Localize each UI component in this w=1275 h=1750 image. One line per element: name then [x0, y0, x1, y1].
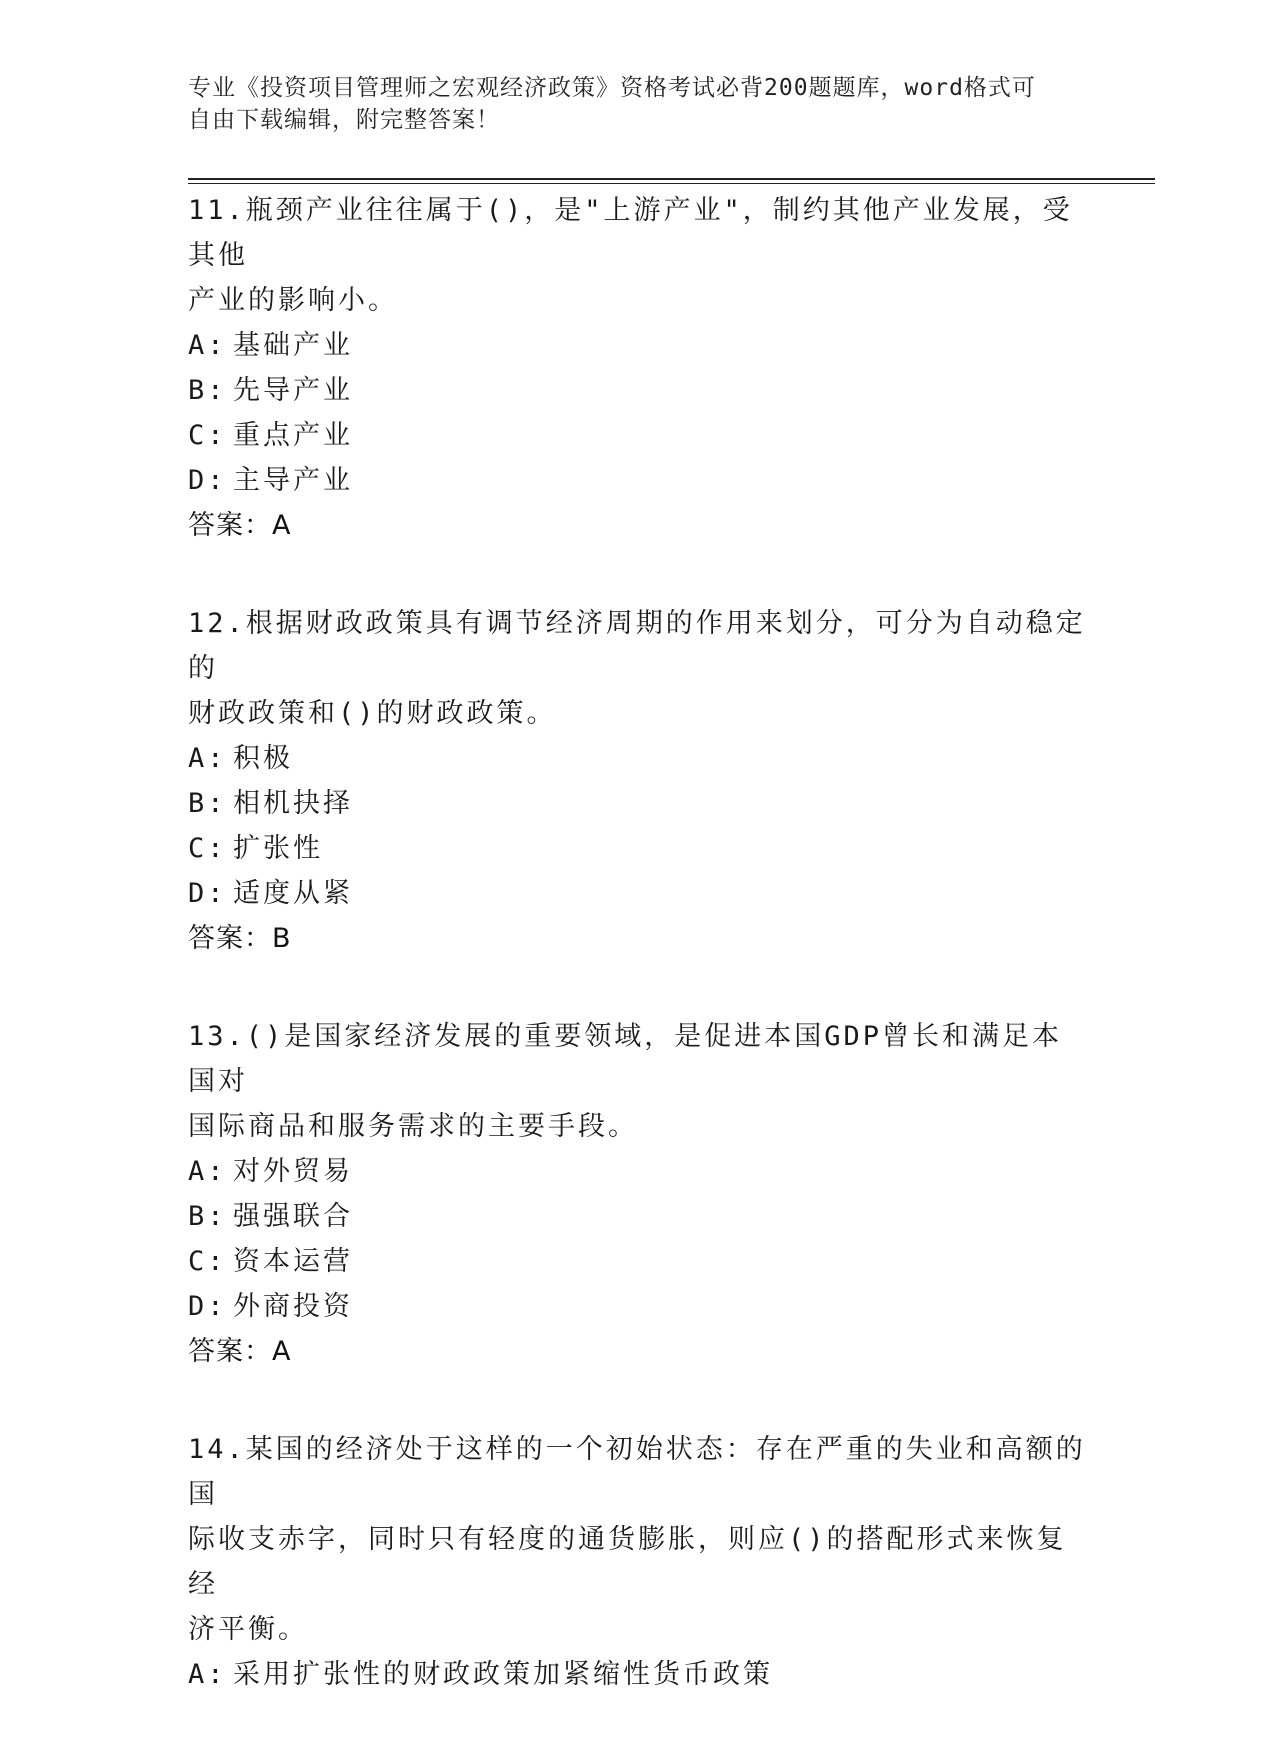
option-text: 采用扩张性的财政政策加紧缩性货币政策	[233, 1659, 773, 1690]
option-key: D:	[188, 1291, 227, 1322]
option-key: C:	[188, 1246, 227, 1277]
question-list	[188, 188, 1088, 1750]
question-stem	[188, 1014, 1088, 1149]
option-b	[188, 781, 1088, 826]
option-c	[188, 826, 1088, 871]
header-line-2: 自由下载编辑，附完整答案！	[188, 107, 500, 133]
option-key: A:	[188, 1659, 227, 1690]
question-14	[188, 1427, 1088, 1697]
question-stem-line: 财政政策和()的财政政策。	[188, 698, 557, 729]
option-text: 先导产业	[233, 375, 353, 406]
option-text: 适度从紧	[233, 878, 353, 909]
question-stem	[188, 1427, 1088, 1652]
option-key: C:	[188, 420, 227, 451]
header-divider-thick	[188, 178, 1155, 180]
option-text: 强强联合	[233, 1201, 353, 1232]
question-stem	[188, 188, 1088, 323]
question-stem-line: 际收支赤字，同时只有轻度的通货膨胀，则应()的搭配形式来恢复经	[188, 1524, 1067, 1600]
option-d	[188, 458, 1088, 503]
option-key: B:	[188, 788, 227, 819]
question-stem-line: 14.某国的经济处于这样的一个初始状态：存在严重的失业和高额的国	[188, 1434, 1086, 1510]
question-stem-line: 国际商品和服务需求的主要手段。	[188, 1111, 638, 1142]
option-text: 外商投资	[233, 1291, 353, 1322]
question-stem	[188, 601, 1088, 736]
header-divider-thin	[188, 183, 1155, 184]
question-stem-line: 济平衡。	[188, 1614, 308, 1645]
answer-label: 答案：A	[188, 510, 292, 541]
document-header	[188, 72, 1068, 136]
option-key: B:	[188, 375, 227, 406]
option-b	[188, 368, 1088, 413]
option-key: D:	[188, 465, 227, 496]
option-key: A:	[188, 1156, 227, 1187]
option-text: 重点产业	[233, 420, 353, 451]
option-text: 积极	[233, 743, 293, 774]
question-stem-line: 13.()是国家经济发展的重要领域，是促进本国GDP曾长和满足本国对	[188, 1021, 1063, 1097]
option-text: 对外贸易	[233, 1156, 353, 1187]
option-d	[188, 871, 1088, 916]
question-12	[188, 601, 1088, 961]
option-text: 主导产业	[233, 465, 353, 496]
option-key: B:	[188, 1201, 227, 1232]
option-a	[188, 323, 1088, 368]
option-d	[188, 1284, 1088, 1329]
option-text: 资本运营	[233, 1246, 353, 1277]
option-key: C:	[188, 833, 227, 864]
option-a	[188, 1652, 1088, 1697]
question-13	[188, 1014, 1088, 1374]
option-text: 相机抉择	[233, 788, 353, 819]
question-11	[188, 188, 1088, 548]
option-key: D:	[188, 878, 227, 909]
option-text: 扩张性	[233, 833, 323, 864]
question-stem-line: 产业的影响小。	[188, 285, 398, 316]
option-a	[188, 736, 1088, 781]
answer-label: 答案：B	[188, 923, 292, 954]
option-a	[188, 1149, 1088, 1194]
header-line-1: 专业《投资项目管理师之宏观经济政策》资格考试必背200题题库，word格式可	[188, 75, 1036, 101]
option-key: A:	[188, 743, 227, 774]
option-c	[188, 413, 1088, 458]
option-text: 基础产业	[233, 330, 353, 361]
question-stem-line: 11.瓶颈产业往往属于()，是"上游产业"，制约其他产业发展，受其他	[188, 195, 1073, 271]
answer-label: 答案：A	[188, 1336, 292, 1367]
option-key: A:	[188, 330, 227, 361]
question-stem-line: 12.根据财政政策具有调节经济周期的作用来划分，可分为自动稳定的	[188, 608, 1086, 684]
option-c	[188, 1239, 1088, 1284]
option-b	[188, 1194, 1088, 1239]
